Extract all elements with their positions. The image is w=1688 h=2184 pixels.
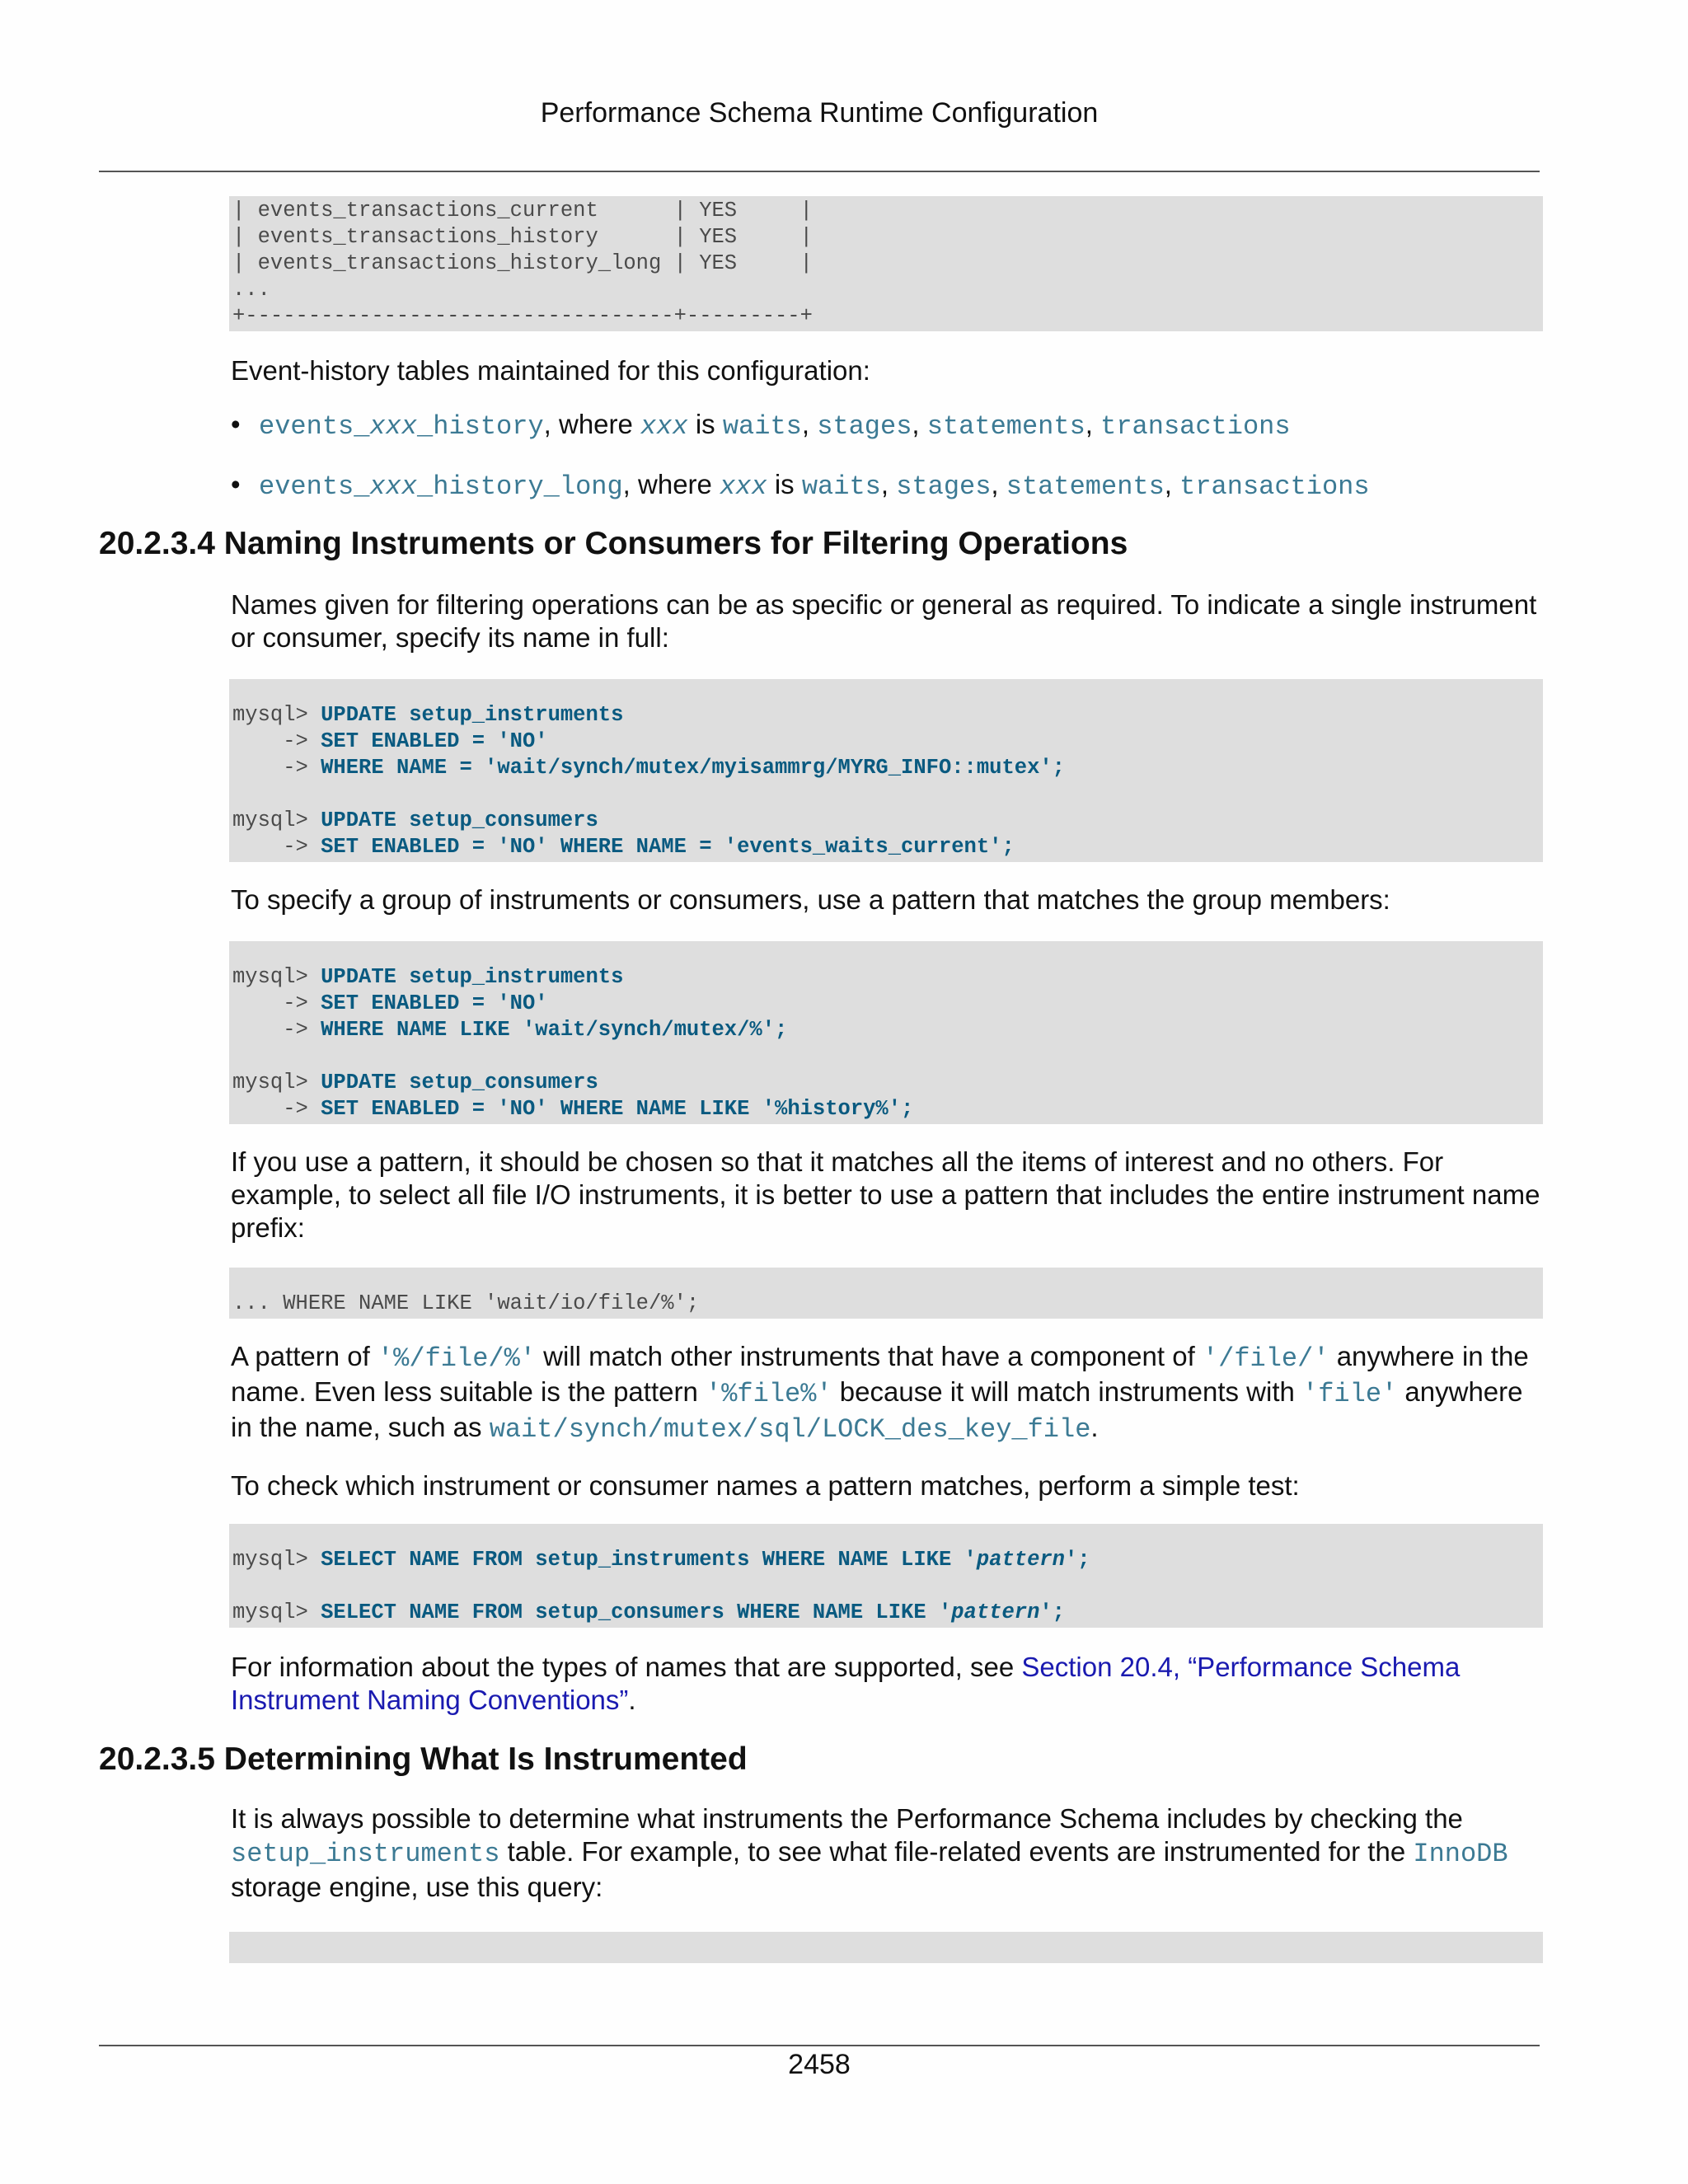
code-link[interactable]: waits xyxy=(801,471,881,502)
bullet: • xyxy=(231,409,241,439)
sql-code-block-empty xyxy=(229,1932,1543,1963)
sql-code-block: mysql> SELECT NAME FROM setup_instruments WHERE NAME LIKE 'pattern'; mysql> SELECT NAME FROM setup_consumers WHERE NAME LIKE 'pattern'; xyxy=(229,1524,1543,1628)
code-line: | events_transactions_history_long | YES | xyxy=(232,251,813,275)
section-heading-20-2-3-4: 20.2.3.4 Naming Instruments or Consumers for Filtering Operations xyxy=(99,526,1128,561)
running-header: Performance Schema Runtime Configuration xyxy=(540,97,1099,129)
code-link[interactable]: events_xxx_history xyxy=(259,411,544,442)
code-line: +----------------------------------+---------+ xyxy=(232,304,813,328)
footer-rule xyxy=(99,2045,1540,2046)
code-link[interactable]: stages xyxy=(817,411,912,442)
code-link[interactable]: transactions xyxy=(1100,411,1291,442)
code-line: | events_transactions_history | YES | xyxy=(232,225,813,249)
paragraph: It is always possible to determine what instruments the Performance Schema includes by checking the setup_instruments table. For example, to see what file-related events are instrumented for the InnoDB storage engine, use this query: xyxy=(231,1803,1508,1902)
header-rule xyxy=(99,171,1540,172)
paragraph: Names given for filtering operations can be as specific or general as required. To indicate a single instrument or consumer, specify its name in full: xyxy=(231,589,1537,653)
list-item: • events_xxx_history_long, where xxx is waits, stages, statements, transactions xyxy=(231,469,1370,502)
list-item: • events_xxx_history, where xxx is waits, stages, statements, transactions xyxy=(231,409,1291,442)
section-link[interactable]: Section 20.4, “Performance Schema Instrument Naming Conventions” xyxy=(231,1652,1461,1715)
section-heading-20-2-3-5: 20.2.3.5 Determining What Is Instrumented xyxy=(99,1741,748,1777)
paragraph: For information about the types of names that are supported, see Section 20.4, “Performance Schema Instrument Naming Conventions”. xyxy=(231,1652,1461,1715)
history-table-list xyxy=(231,407,1543,504)
code-line: ... xyxy=(232,278,270,302)
code-link[interactable]: statements xyxy=(1006,471,1165,502)
table-output-code-block xyxy=(229,196,1543,331)
code-link[interactable]: waits xyxy=(722,411,802,442)
code-link[interactable]: setup_instruments xyxy=(231,1839,500,1869)
sql-code-block: mysql> UPDATE setup_instruments -> SET ENABLED = 'NO' -> WHERE NAME LIKE 'wait/synch/mutex/%'; mysql> UPDATE setup_consumers -> SET ENABLED = 'NO' WHERE NAME LIKE '%history%'; xyxy=(229,941,1543,1124)
code-link[interactable]: transactions xyxy=(1179,471,1370,502)
code-link[interactable]: events_xxx_history_long xyxy=(259,471,623,502)
code-link[interactable]: statements xyxy=(926,411,1085,442)
paragraph: To check which instrument or consumer names a pattern matches, perform a simple test: xyxy=(231,1470,1300,1501)
paragraph: To specify a group of instruments or consumers, use a pattern that matches the group members: xyxy=(231,884,1390,915)
history-intro: Event-history tables maintained for this configuration: xyxy=(231,355,870,386)
paragraph: If you use a pattern, it should be chosen so that it matches all the items of interest and no others. For example, to select all file I/O instruments, it is better to use a pattern that includes the entire instrument name prefix: xyxy=(231,1146,1540,1243)
page-content xyxy=(99,196,1543,1963)
sql-code-block: mysql> UPDATE setup_instruments -> SET ENABLED = 'NO' -> WHERE NAME = 'wait/synch/mutex/myisammrg/MYRG_INFO::mutex'; mysql> UPDATE setup_consumers -> SET ENABLED = 'NO' WHERE NAME = 'events_waits_current'; xyxy=(229,679,1543,862)
code-link[interactable]: wait/synch/mutex/sql/LOCK_des_key_file xyxy=(489,1414,1091,1445)
code-link[interactable]: stages xyxy=(896,471,992,502)
code-line: | events_transactions_current | YES | xyxy=(232,199,813,223)
code-link[interactable]: InnoDB xyxy=(1413,1839,1508,1869)
page-number: 2458 xyxy=(788,2049,851,2080)
bullet: • xyxy=(231,469,241,499)
paragraph: A pattern of '%/file/%' will match other instruments that have a component of '/file/' anywhere in the name. Even less suitable is the pattern '%file%' because it will match instruments with 'file' anywhere in the name, such as wait/synch/mutex/sql/LOCK_des_key_file. xyxy=(231,1341,1529,1445)
sql-code-block: ... WHERE NAME LIKE 'wait/io/file/%'; xyxy=(229,1268,1543,1319)
